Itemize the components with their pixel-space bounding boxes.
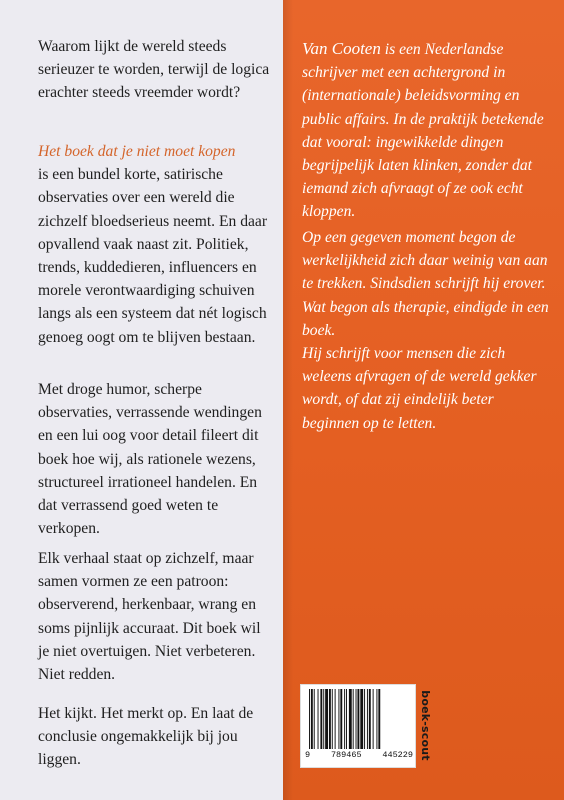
author-bio-text: is een Nederlandse schrijver met een achtergrond in (internationale) beleidsvorming en public affairs. In de praktijk betekende dat vooral: ingewikkelde dingen begrijpelijk laten klinken, zonder dat iemand zich afvraagt of ze ook echt kloppen. <box>302 41 544 221</box>
intro-question: Waarom lijkt de wereld steeds serieuzer te worden, terwijl de logica erachter steeds vreemder wordt? <box>38 38 270 102</box>
pattern-paragraph: Elk verhaal staat op zichzelf, maar samen vormen ze een patroon: observerend, herkenbaar, wrang en soms pijnlijk accuraat. Dit boek wil je niet overtuigen. Niet verbeteren. Niet redden. <box>38 550 261 684</box>
barcode-digit-group-2: 445229 <box>382 750 413 760</box>
description-text: is een bundel korte, satirische observaties over een wereld die zichzelf bloedserieus neemt. En daar opvallend vaak naast zit. Politiek, trends, kuddedieren, influencers en morele verontwaardiging schuiven langs als een systeem dat nét logisch genoeg oogt om te blijven bestaan. <box>38 166 268 346</box>
barcode-bar <box>340 689 342 749</box>
author-paragraph-3: Hij schrijft voor mensen die zich weleens afvragen of de wereld gekker wordt, of dat zij eindelijk beter beginnen op te letten. <box>302 345 537 432</box>
book-title: Het boek dat je niet moet kopen <box>38 143 236 160</box>
barcode-bar <box>357 689 359 749</box>
barcode-bars-icon <box>309 689 409 749</box>
barcode-bar <box>311 689 313 749</box>
barcode-bar <box>373 689 374 749</box>
barcode-bar <box>364 689 365 749</box>
back-cover-right-panel <box>283 0 564 800</box>
barcode-bar <box>338 689 339 749</box>
barcode-digit-group-1: 789465 <box>330 750 362 760</box>
barcode-bar <box>376 689 377 749</box>
barcode-bar <box>367 689 368 749</box>
barcode-bar <box>323 689 324 749</box>
description-paragraph <box>38 140 270 349</box>
spine-shadow <box>283 0 293 800</box>
author-paragraph-2: Op een gegeven moment begon de werkelijkheid zich daar weinig van aan te trekken. Sindsdien schrijft hij erover. Wat begon als therapie, eindigde in een boek. <box>302 229 549 339</box>
barcode-bar <box>356 689 357 749</box>
author-bio-paragraph <box>302 37 554 224</box>
closing-paragraph: Het kijkt. Het merkt op. En laat de conclusie ongemakkelijk bij jou liggen. <box>38 705 254 769</box>
barcode-bar <box>360 689 363 749</box>
barcode-bar <box>369 689 371 749</box>
barcode-digit-first: 9 <box>305 750 311 760</box>
barcode-bar <box>344 689 345 749</box>
publisher-logo-text: boek-scout <box>418 689 432 761</box>
barcode-bar <box>349 689 352 749</box>
barcode-bar <box>332 689 333 749</box>
barcode-bar <box>309 689 310 749</box>
barcode-bar <box>335 689 336 749</box>
barcode-bar <box>320 689 322 749</box>
barcode-bar <box>325 689 328 749</box>
barcode-bar <box>314 689 315 749</box>
barcode-bar <box>378 689 380 749</box>
humor-paragraph: Met droge humor, scherpe observaties, verrassende wendingen en een lui oog voor detail fileert dit boek hoe wij, als rationele wezens, structureel irrationeel handelen. En dat verrassend goed weten te verkopen. <box>38 381 262 538</box>
barcode-digits <box>305 750 413 760</box>
author-name: Van Cooten <box>302 39 381 58</box>
barcode-bar <box>353 689 354 749</box>
barcode-bar <box>318 689 319 749</box>
barcode-bar <box>346 689 347 749</box>
barcode-bar <box>329 689 331 749</box>
publisher-logo <box>414 684 436 766</box>
barcode <box>300 684 416 768</box>
